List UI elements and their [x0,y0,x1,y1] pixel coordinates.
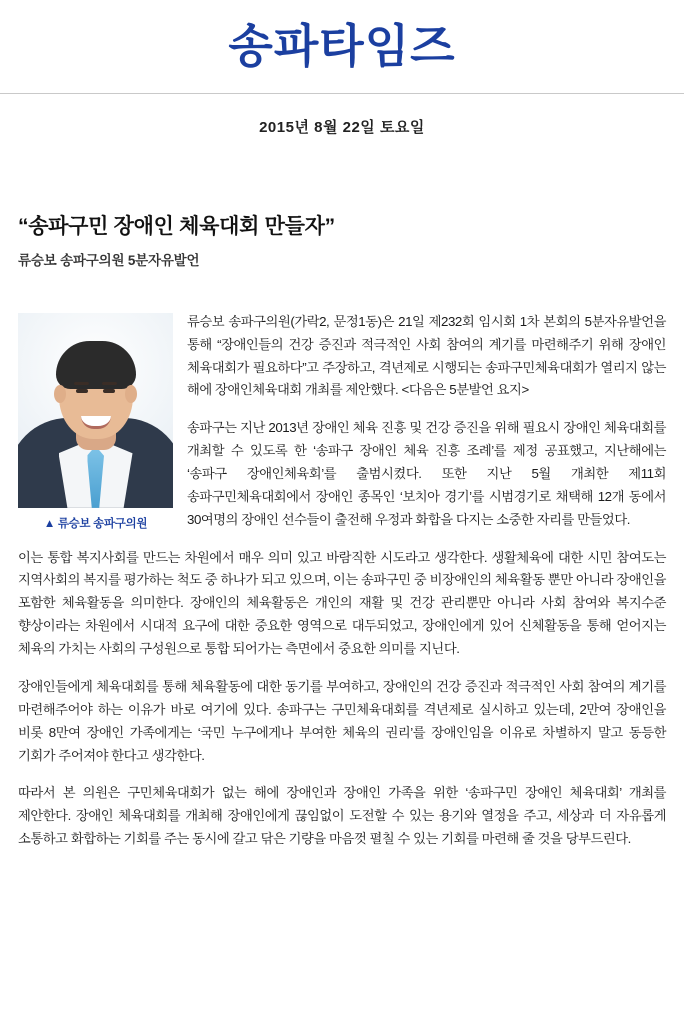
paragraph-4: 장애인들에게 체육대회를 통해 체육활동에 대한 동기를 부여하고, 장애인의 건강 증진과 적극적인 사회 참여의 계기를 마련해주어야 하는 이유가 바로 여기에 있다. 송파구는 구민체육대회를 격년제로 실시하고 있는데, 2만여 장애인을 비롯 8만여 장애인 가족에게는 ‘국민 누구에게나 부여한 체육의 권리’를 장애인임을 이유로 차별하지 말고 동등한 기회가 주어져야 한다고 생각한다. [18,678,666,763]
photo-ear-left [54,385,66,403]
masthead-title: 송파타임즈 [228,21,456,72]
article-body [0,311,684,866]
issue-date: 2015년 8월 22일 토요일 [259,118,425,136]
article-figure [18,313,173,531]
photo-ear-right [125,385,137,403]
photo-brow-left [74,382,89,385]
photo-eye-right [103,389,115,393]
photo-eye-left [76,389,88,393]
paragraph-5: 따라서 본 의원은 구민체육대회가 없는 해에 장애인과 장애인 가족을 위한 ‘송파구민 장애인 체육대회’ 개최를 제안한다. 장애인 체육대회를 개최해 장애인에게 끊임없이 도전할 수 있는 용기와 열정을 주고, 세상과 더 자유롭게 소통하고 화합하는 기회를 주는 동시에 갈고 닦은 기량을 마음껏 펼칠 수 있는 기회를 마련해 줄 것을 당부드린다. [18,785,666,847]
photo-brow-right [102,382,117,385]
masthead [0,0,684,94]
headline-area [0,213,684,269]
paragraph-3: 이는 통합 복지사회를 만드는 차원에서 매우 의미 있고 바람직한 시도라고 생각한다. 생활체육에 대한 시민 참여도는 지역사회의 복지를 평가하는 척도 중 하나가 되고 있으며, 이는 송파구민 중 비장애인의 체육활동 뿐만 아니라 장애인을 포함한 체육활동을 의미한다. 장애인의 체육활동은 개인의 재활 및 건강 관리뿐만 아니라 사회 참여와 복지수준 향상이라는 차원에서 시대적 요구에 대한 중요한 영역으로 대두되었고, 장애인에게 있어 신체활동을 통해 얻어지는 체육의 가치는 사회의 구성원으로 통합 되어가는 측면에서 중요한 의미를 지닌다. [18,549,666,657]
photo-hair [56,341,136,389]
caption-marker-icon: ▲ [43,517,55,530]
paragraph-1: 류승보 송파구의원(가락2, 문정1동)은 21일 제232회 임시회 1차 본회의 5분자유발언을 통해 “장애인들의 건강 증진과 적극적인 사회 참여의 계기를 마련해주기 위해 장애인 체육대회가 필요하다”고 주장하고, 격년제로 시행되는 송파구민체육대회가 열리지 않는 해에 장애인체육대회 개최를 제안했다. <다음은 5분발언 요지> [187,313,666,398]
figure-caption-text: 류승보 송파구의원 [57,517,148,530]
portrait-photo [18,313,173,508]
figure-caption [18,515,173,531]
paragraph-2: 송파구는 지난 2013년 장애인 체육 진흥 및 건강 증진을 위해 필요시 장애인 체육대회를 개최할 수 있도록 한 ‘송파구 장애인 체육 진흥 조례’를 제정 공표했고, 지난해에는 ‘송파구 장애인체육회’를 출범시켰다. 또한 지난 5월 개최한 제11회 송파구민체육대회에서 장애인 종목인 ‘보치아 경기’를 시범경기로 채택해 12개 동에서 30여명의 장애인 선수들이 출전해 우정과 화합을 다지는 소중한 자리를 만들었다. [187,420,666,527]
article-subhead: 류승보 송파구의원 5분자유발언 [18,252,200,268]
article-headline: “송파구민 장애인 체육대회 만들자” [18,214,335,238]
